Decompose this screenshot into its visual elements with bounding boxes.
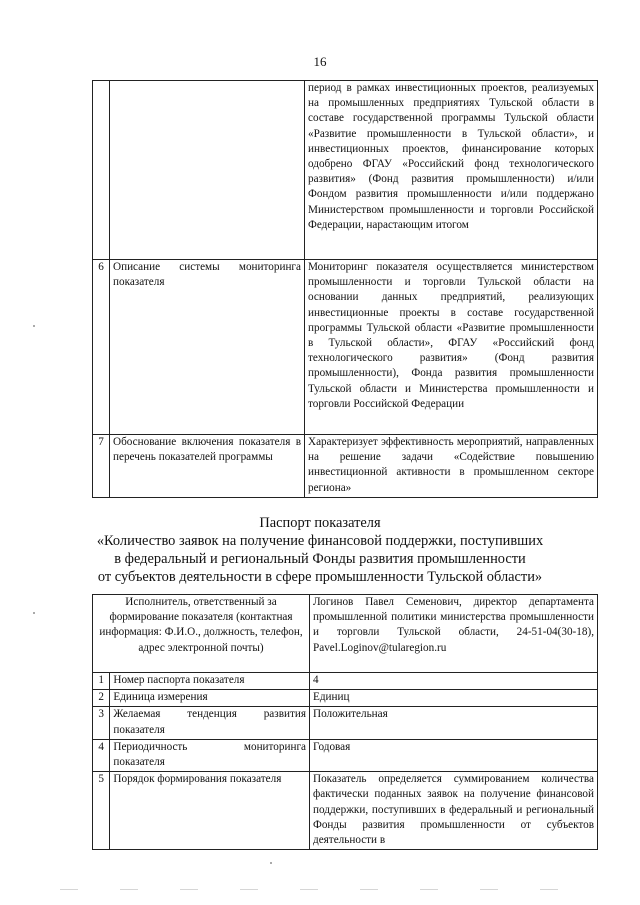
row-label: Описание системы мониторинга показателя <box>110 260 305 435</box>
scan-speck <box>270 862 272 864</box>
table-row <box>93 673 598 690</box>
row-value: Единиц <box>310 690 598 707</box>
row-number: 2 <box>93 690 110 707</box>
row-number <box>93 81 110 260</box>
row-value: период в рамках инвестиционных проектов, реализуемых на промышленных предприятиях Тульской области в составе государственной программы Тульской области «Развитие промышленности в Тульской области», и инвестиционных проектов, финансирование которых одобрено ФГАУ «Российский фонд технологического развития» (Фонд развития промышленности) и/или Фондом развития промышленности и/или поддержано Министерством промышленности и торговли Российской Федерации, нарастающим итогом <box>305 81 598 260</box>
executor-label: Исполнитель, ответственный за формирование показателя (контактная информация: Ф.И.О., должность, телефон, адрес электронной почты) <box>93 595 310 673</box>
page-number: 16 <box>313 54 327 69</box>
row-label: Порядок формирования показателя <box>110 772 310 850</box>
indicator-table-continued <box>92 80 598 498</box>
row-label: Номер паспорта показателя <box>110 673 310 690</box>
passport-subtitle-line: в федеральный и региональный Фонды развития промышленности <box>114 551 526 567</box>
row-value: Показатель определяется суммированием количества фактически поданных заявок на получение финансовой поддержки, поступивших в федеральный и региональный Фонды развития промышленности от субъектов деятельности в <box>310 772 598 850</box>
row-value: Мониторинг показателя осуществляется министерством промышленности и торговли Тульской области на основании данных предприятий, реализующих инвестиционные проекты в составе государственной программы Тульской области «Развитие промышленности в Тульской области», ФГАУ «Российский фонд технологического развития» (Фонд развития промышленности), Фонда развития промышленности Тульской области и Министерства промышленности и торговли Российской Федерации <box>305 260 598 435</box>
row-number: 6 <box>93 260 110 435</box>
row-label: Обоснование включения показателя в перечень показателей программы <box>110 435 305 498</box>
executor-row <box>93 595 598 673</box>
table-row <box>93 260 598 435</box>
row-value: Положительная <box>310 707 598 739</box>
table-row <box>93 772 598 850</box>
row-label: Периодичность мониторинга показателя <box>110 739 310 771</box>
table-row <box>93 81 598 260</box>
table-row <box>93 739 598 771</box>
row-number: 5 <box>93 772 110 850</box>
row-number: 7 <box>93 435 110 498</box>
passport-heading <box>0 514 640 586</box>
row-label <box>110 81 305 260</box>
row-label: Единица измерения <box>110 690 310 707</box>
passport-subtitle-line: «Количество заявок на получение финансовой поддержки, поступивших <box>96 533 544 549</box>
table-row <box>93 707 598 739</box>
scan-speck <box>33 612 35 614</box>
passport-title: Паспорт показателя <box>259 515 381 531</box>
scan-edge-artifact <box>60 889 600 890</box>
passport-table <box>92 594 598 850</box>
row-value: Характеризует эффективность мероприятий, направленных на решение задачи «Содействие повышению инвестиционной активности в промышленном секторе региона» <box>305 435 598 498</box>
scan-speck <box>33 325 35 327</box>
row-number: 4 <box>93 739 110 771</box>
row-value: Годовая <box>310 739 598 771</box>
executor-value: Логинов Павел Семенович, директор департамента промышленной политики министерства промышленности и торговли Тульской области, 24-51-04(30-18), Pavel.Loginov@tularegion.ru <box>310 595 598 673</box>
table-row <box>93 435 598 498</box>
table-row <box>93 690 598 707</box>
passport-subtitle-line: от субъектов деятельности в сфере промышленности Тульской области» <box>97 569 543 585</box>
row-label: Желаемая тенденция развития показателя <box>110 707 310 739</box>
row-number: 1 <box>93 673 110 690</box>
row-value: 4 <box>310 673 598 690</box>
row-number: 3 <box>93 707 110 739</box>
